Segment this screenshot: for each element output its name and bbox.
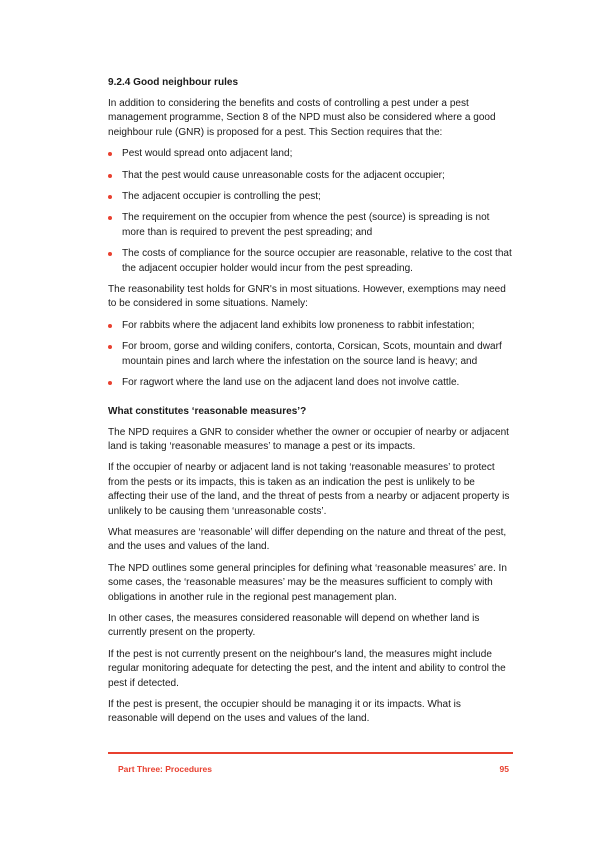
list-item (108, 211, 513, 240)
exemptions-list (108, 319, 513, 391)
list-item (108, 247, 513, 276)
list-item-text: For broom, gorse and wilding conifers, contorta, Corsican, Scots, mountain and dwarf mountain pines and larch where the infestation on the source land is heavy; and (122, 341, 502, 367)
bullet-icon (108, 345, 112, 349)
reasonable-measures-heading: What constitutes ‘reasonable measures’? (108, 405, 307, 417)
footer-divider (108, 752, 513, 754)
bullet-icon (108, 174, 112, 178)
list-item (108, 147, 513, 161)
paragraph: If the pest is not currently present on the neighbour's land, the measures might include regular monitoring adequate for detecting the pest, and the intent and ability to control the pest if detected. (108, 648, 506, 689)
bullet-icon (108, 252, 112, 256)
list-item-text: The costs of compliance for the source occupier are reasonable, relative to the cost that the adjacent occupier holder would incur from the pest spreading. (122, 248, 512, 274)
page-number: 95 (499, 764, 509, 774)
paragraph: What measures are ‘reasonable’ will differ depending on the nature and threat of the pest, and the uses and values of the land. (108, 526, 507, 553)
paragraph: The NPD outlines some general principles for defining what ‘reasonable measures’ are. In some cases, the ‘reasonable measures’ may be the measures sufficient to comply with obligations in another rule in the regional pest management plan. (108, 562, 507, 603)
list-item (108, 376, 513, 390)
list-item-text: That the pest would cause unreasonable costs for the adjacent occupier; (122, 169, 445, 181)
page-content (108, 76, 513, 734)
list-item (108, 319, 513, 333)
list-item-text: Pest would spread onto adjacent land; (122, 148, 293, 160)
list-item (108, 190, 513, 204)
paragraph: If the occupier of nearby or adjacent land is not taking ‘reasonable measures’ to protect from the pests or its impacts, this is taken as an indication the pest is unlikely to be affecting their use of the land, and the threat of pests from a nearby or adjacent property is unlikely to be causing them ‘unreasonable costs’. (108, 462, 510, 517)
bullet-icon (108, 152, 112, 156)
bullet-icon (108, 216, 112, 220)
bullet-icon (108, 381, 112, 385)
footer-section-label: Part Three: Procedures (118, 764, 213, 774)
bullet-icon (108, 195, 112, 199)
section-heading: 9.2.4 Good neighbour rules (108, 77, 239, 88)
bullet-icon (108, 324, 112, 328)
test-paragraph: The reasonability test holds for GNR's in most situations. However, exemptions may need to be considered in some situations. Namely: (108, 284, 506, 310)
requirements-list (108, 147, 513, 276)
list-item (108, 169, 513, 183)
list-item-text: The requirement on the occupier from whence the pest (source) is spreading is not more than is required to prevent the pest spreading; and (122, 212, 490, 238)
list-item-text: For rabbits where the adjacent land exhibits low proneness to rabbit infestation; (122, 319, 475, 331)
paragraph: The NPD requires a GNR to consider whether the owner or occupier of nearby or adjacent land is taking ‘reasonable measures’ to manage a pest or its impacts. (108, 426, 509, 452)
paragraph: If the pest is present, the occupier should be managing it or its impacts. What is reasonable will depend on the uses and values of the land. (108, 699, 461, 725)
list-item (108, 340, 513, 369)
intro-paragraph: In addition to considering the benefits and costs of controlling a pest under a pest management programme, Section 8 of the NPD must also be considered where a good neighbour rule (GNR) is proposed for a pest. This Section requires that the: (108, 98, 496, 138)
list-item-text: The adjacent occupier is controlling the pest; (122, 191, 321, 203)
list-item-text: For ragwort where the land use on the adjacent land does not involve cattle. (122, 377, 460, 389)
paragraph: In other cases, the measures considered reasonable will depend on whether land is currently present on the property. (108, 612, 480, 639)
